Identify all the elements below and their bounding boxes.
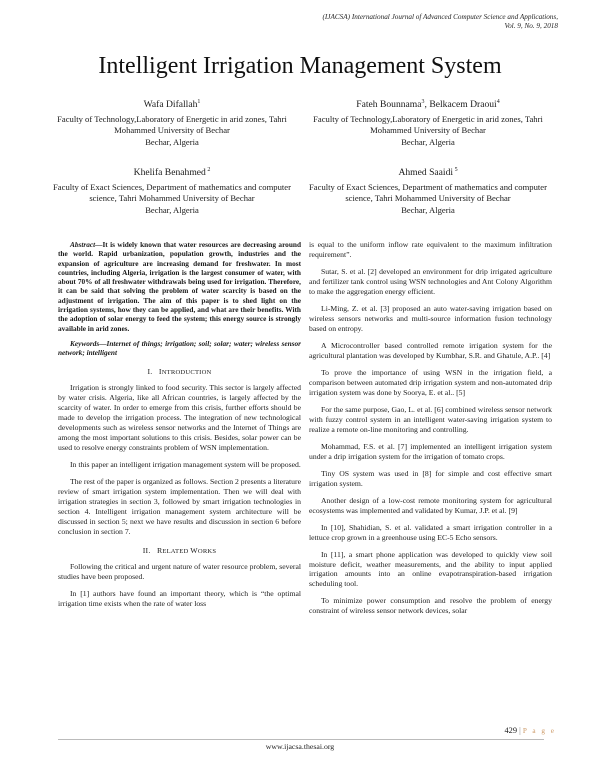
paragraph-continued: is equal to the uniform inflow rate equivalent to the maximum infiltration requirement”. <box>309 240 552 259</box>
paragraph: Tiny OS system was used in [8] for simple and cost effective smart irrigation system. <box>309 468 552 488</box>
journal-header <box>323 13 558 31</box>
paragraph: In [11], a smart phone application was developed to quickly view soil moisture deficit, weather measurements, and the ability to input applied irrigation amounts into an online evapotranspiration-based irrigation scheduling tool. <box>309 549 552 589</box>
section-heading-related-works: II. RELATED WORKS <box>142 545 217 555</box>
author-location: Bechar, Algeria <box>145 136 199 147</box>
author-block-1 <box>42 99 302 148</box>
section-heading-introduction: I. INTRODUCTION <box>147 366 212 376</box>
journal-name: (IJACSA) International Journal of Advanced Computer Science and Applications, <box>322 13 558 21</box>
author-name: Wafa Difallah$^1$ <box>143 98 201 110</box>
paragraph: For the same purpose, Gao, L. et al. [6] combined wireless sensor network with fuzzy control system in an intelligent water-saving irrigation system to realize a remote on-line monitoring and controlling. <box>309 404 552 434</box>
author-name: Fateh Bounnama$^3$, Belkacem Draoui$^4$ <box>356 98 500 110</box>
abstract <box>58 240 301 333</box>
paragraph: Li-Ming, Z. et al. [3] proposed an auto water-saving irrigation based on wireless sensors networks and multi-source information fusion technology based on entropy. <box>309 303 552 333</box>
author-affiliation: Faculty of Exact Sciences, Department of mathematics and computer science, Tahri Mohammed University of Bechar <box>309 181 547 204</box>
author-affiliation: Faculty of Technology,Laboratory of Energetic in arid zones, Tahri Mohammed University of Bechar <box>313 113 543 136</box>
author-affiliation: Faculty of Technology,Laboratory of Energetic in arid zones, Tahri Mohammed University of Bechar <box>57 113 287 136</box>
author-affiliation: Faculty of Exact Sciences, Department of mathematics and computer science, Tahri Mohammed University of Bechar <box>53 181 291 204</box>
journal-website: www.ijacsa.thesai.org <box>265 742 335 751</box>
paragraph: Sutar, S. et al. [2] developed an environment for drip irrigated agriculture and fertilizer tank control using WSN technologies and Ant Colony Algorithm to make the aggregation energy efficient. <box>309 267 552 296</box>
paper-title: Intelligent Irrigation Management System <box>98 53 502 79</box>
paragraph: Irrigation is strongly linked to food security. This sector is largely affected by water crisis. Algeria, like all African countries, is largely affected by the scarcity of water. In order to emerge from this crisis, further efforts should be made to develop the irrigation process. The integration of new technological developments such as wireless sensor networks and the Internet of Things are among the most important solutions to this crisis. Besides, solar power can be used to resolve energy constraints problem of WSN implementation. <box>58 383 301 452</box>
paragraph: In [10], Shahidian, S. et al. validated a smart irrigation controller in a lettuce crop grown in a greenhouse using EC-5 Echo sensors. <box>309 522 552 542</box>
abstract-label: Abstract <box>70 240 96 249</box>
right-column <box>309 240 552 623</box>
author-block-4 <box>298 167 558 216</box>
abstract-text: —It is widely known that water resources are decreasing around the world. Rapid urbanization, population growth, industries and the expansion of agriculture are increasing demand for freshwater. In most countries, including Algeria, irrigation is the largest consumer of water, with about 70% of all freshwater withdrawals being used for irrigation. Therefore, it can be said that solving the problem of water scarcity is based on the adjustment of irrigation. The aim of this paper is to shed light on the irrigation systems, how they can be applied, and what are their benefits. With the adoption of solar energy to feed the system; this energy source is strongly available in arid zones. <box>58 240 301 333</box>
author-location: Bechar, Algeria <box>401 136 455 147</box>
paragraph: A Microcontroller based controlled remote irrigation system for the agricultural plantation was developed by Kumbhar, S.R. and Ghatule, A.P.. [4] <box>309 340 552 360</box>
paragraph: The rest of the paper is organized as follows. Section 2 presents a literature review of smart irrigation system implementation. Then we will deal with irrigation strategies in section 3, followed by smart irrigation technologies in section 4. Intelligent irrigation management system architecture will be discussed in section 5; next we have results and discussion in section 6 before conclusion in section 7. <box>58 477 301 536</box>
footer-divider <box>58 739 544 740</box>
paragraph: Mohammad, F.S. et al. [7] implemented an intelligent irrigation system under a drip irrigation system for the irrigation of tomato crops. <box>309 441 552 461</box>
author-name: Ahmed Saaidi $^5$ <box>398 166 458 178</box>
page-number: 429 | P a g e <box>504 726 556 735</box>
left-column <box>58 240 301 616</box>
paragraph: Following the critical and urgent nature of water resource problem, several studies have been proposed. <box>58 562 301 582</box>
journal-volume: Vol. 9, No. 9, 2018 <box>504 22 558 31</box>
paragraph: In this paper an intelligent irrigation management system will be proposed. <box>70 460 301 469</box>
author-location: Bechar, Algeria <box>401 204 455 215</box>
author-block-2 <box>298 99 558 148</box>
keywords: Keywords—Internet of things; irrigation; soil; solar; water; wireless sensor network; intelligent <box>58 338 301 358</box>
paragraph: To minimize power consumption and resolve the problem of energy constraint of wireless sensor network devices, solar <box>309 596 552 616</box>
paragraph: Another design of a low-cost remote monitoring system for agricultural ecosystems was implemented and validated by Kumar, J.P. et al. [9] <box>309 495 552 515</box>
author-location: Bechar, Algeria <box>145 204 199 215</box>
paragraph: In [1] authors have found an important theory, which is “the optimal irrigation time exists when the rate of water loss <box>58 589 301 609</box>
author-block-3 <box>42 167 302 216</box>
paragraph: To prove the importance of using WSN in the irrigation field, a comparison between automated drip irrigation system and non-automated drip irrigation system was done by Soorya, E. et al.. [5] <box>309 367 552 397</box>
author-name: Khelifa Benahmed $^2$ <box>133 166 211 178</box>
